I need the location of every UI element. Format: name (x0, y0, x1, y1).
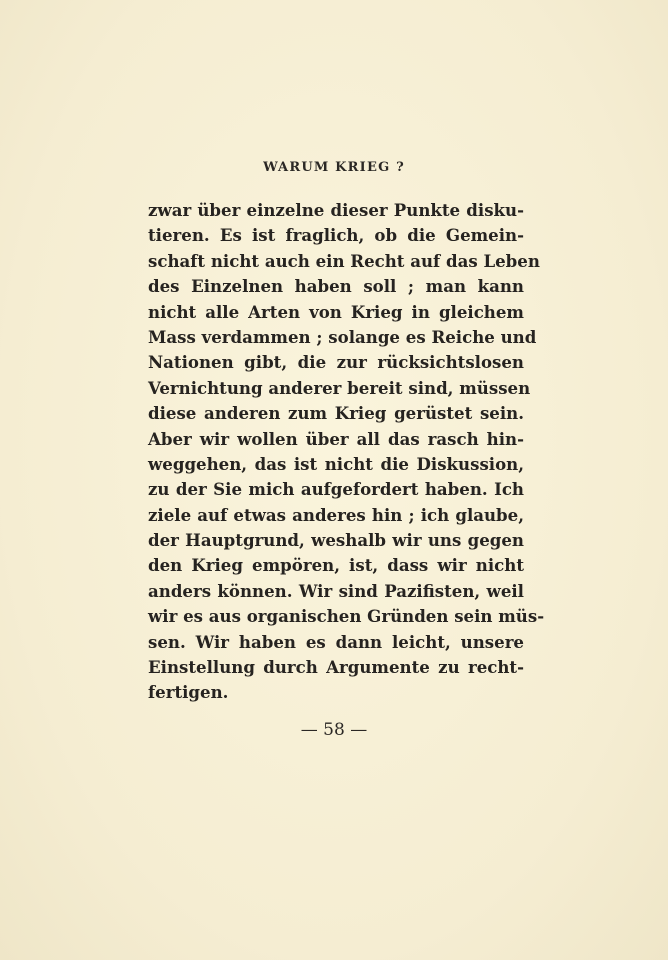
page-number: — 58 — (300, 720, 368, 740)
text-line: tieren. Es ist fraglich, ob die Gemein- (148, 225, 524, 246)
text-line: des Einzelnen haben soll ; man kann (148, 276, 524, 297)
text-line: zu der Sie mich aufgefordert haben. Ich (148, 479, 524, 500)
text-line: diese anderen zum Krieg gerüstet sein. (148, 403, 524, 424)
text-line: schaft nicht auch ein Recht auf das Leben (148, 250, 540, 271)
text-line: sen. Wir haben es dann leicht, unsere (148, 631, 524, 652)
text-line: Vernichtung anderer bereit sind, müssen (148, 377, 531, 398)
text-line: Einstellung durch Argumente zu recht- (148, 657, 524, 678)
text-line: nicht alle Arten von Krieg in gleichem (148, 301, 524, 322)
text-line: den Krieg empören, ist, dass wir nicht (148, 555, 524, 576)
text-line: weggehen, das ist nicht die Diskussion, (148, 453, 524, 474)
text-line: der Hauptgrund, weshalb wir uns gegen (148, 530, 524, 551)
text-line: wir es aus organischen Gründen sein müs- (148, 606, 545, 627)
text-line: fertigen. (148, 682, 229, 703)
running-head: WARUM KRIEG ? (263, 160, 405, 175)
text-line: ziele auf etwas anderes hin ; ich glaube, (148, 504, 524, 525)
text-line: zwar über einzelne dieser Punkte disku- (148, 200, 524, 220)
body-text (148, 198, 545, 706)
text-line: Aber wir wollen über all das rasch hin- (148, 428, 524, 449)
text-line: anders können. Wir sind Pazifisten, weil (148, 580, 524, 601)
text-line: Mass verdammen ; solange es Reiche und (148, 326, 537, 347)
text-line: Nationen gibt, die zur rücksichtslosen (148, 352, 524, 373)
